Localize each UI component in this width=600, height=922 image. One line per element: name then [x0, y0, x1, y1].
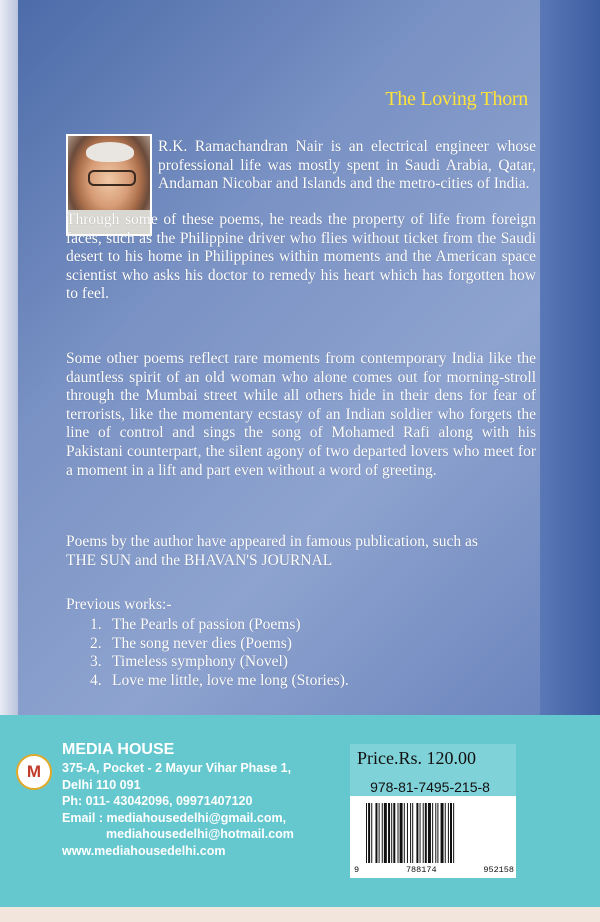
publication-note-line1: Poems by the author have appeared in famous publication, such as: [66, 533, 478, 550]
publisher-address-line2: Delhi 110 091: [62, 777, 141, 792]
work-title: Love me little, love me long (Stories).: [112, 671, 349, 689]
barcode-digit-group: 788174: [405, 865, 437, 875]
previous-works-list: [90, 616, 349, 690]
barcode-bar: [404, 803, 405, 863]
barcode-image: [366, 803, 498, 863]
cover-bottom-edge: [0, 907, 600, 922]
barcode-bar: [448, 803, 449, 863]
barcode-bar: [388, 803, 390, 863]
author-bio-rest: Through some of these poems, he reads the property of life from foreign faces, such as the Philippine driver who flies without ticket from the Saudi desert to his home in Philippines within moments and the American space scientist who asks his doctor to remedy his heart which has forgotten how to feel.: [66, 211, 536, 303]
publisher-website: www.mediahousedelhi.com: [62, 843, 226, 858]
barcode-bar: [407, 803, 408, 863]
barcode-bar: [432, 803, 433, 863]
previous-works-heading: Previous works:-: [66, 596, 172, 613]
barcode-bar: [445, 803, 446, 863]
barcode-bar: [379, 803, 380, 863]
barcode-bar: [371, 803, 372, 863]
barcode-bar: [428, 803, 431, 863]
list-item: 2. The song never dies (Poems): [90, 634, 292, 652]
barcode-bar: [368, 803, 370, 863]
work-title: The song never dies (Poems): [112, 634, 292, 652]
barcode-bar: [382, 803, 383, 863]
barcode-bar: [375, 803, 377, 863]
barcode-bar: [398, 803, 399, 863]
work-title: Timeless symphony (Novel): [112, 653, 288, 671]
barcode-digit-group: 9: [354, 865, 360, 875]
barcode-bar: [450, 803, 452, 863]
book-title: The Loving Thorn: [385, 88, 528, 110]
barcode-bar: [384, 803, 387, 863]
isbn-label: 978-81-7495-215-8: [370, 779, 490, 795]
publisher-email2: mediahousedelhi@hotmail.com: [106, 827, 294, 841]
barcode-bar: [366, 803, 367, 863]
barcode-bar: [410, 803, 411, 863]
publisher-email1: Email : mediahousedelhi@gmail.com,: [62, 810, 287, 825]
publisher-name: MEDIA HOUSE: [62, 741, 175, 758]
author-bio-lead: R.K. Ramachandran Nair is an electrical engineer whose professional life was mostly spent in Saudi Arabia, Qatar, Andaman Nicobar and Islands and the metro-cities of India.: [158, 138, 536, 193]
publisher-address-line1: 375-A, Pocket - 2 Mayur Vihar Phase 1,: [62, 761, 292, 775]
list-item: 1. The Pearls of passion (Poems): [90, 616, 301, 633]
author-glasses: [88, 170, 136, 186]
publication-note: [66, 533, 536, 570]
barcode-bar: [423, 803, 424, 863]
barcode-digit-group: 952158: [483, 865, 514, 875]
barcode-bar: [437, 803, 438, 863]
publisher-phone: Ph: 011- 43042096, 09971407120: [62, 794, 253, 808]
barcode-bar: [393, 803, 395, 863]
barcode-bar: [435, 803, 436, 863]
publication-note-line2: THE SUN and the BHAVAN'S JOURNAL: [66, 551, 333, 569]
barcode-bar: [412, 803, 413, 863]
publisher-logo-icon: M: [16, 754, 52, 790]
barcode-bar: [416, 803, 418, 863]
cover-right-edge: [540, 0, 600, 715]
publisher-info: [62, 740, 294, 859]
work-title: The Pearls of passion (Poems): [112, 616, 301, 633]
poems-description: Some other poems reflect rare moments from contemporary India like the dauntless spirit of an old woman who alone comes out for morning-stroll through the Mumbai street while all others hide in their dens for fear of terrorists, like the momentary ecstasy of an Indian soldier who forgets the line of control and sings the song of Mohamed Rafi along with his Pakistani counterpart, the silent agony of two departed lovers who meet for a moment in a lift and part even without a word of greeting.: [66, 350, 536, 479]
author-hair: [86, 142, 134, 162]
barcode-bar: [420, 803, 421, 863]
list-item: 3. Timeless symphony (Novel): [90, 653, 288, 671]
price-label: Price.Rs. 120.00: [357, 748, 476, 768]
barcode-digits: [354, 865, 514, 875]
barcode-bar: [425, 803, 427, 863]
barcode-bar: [441, 803, 444, 863]
barcode-bar: [453, 803, 454, 863]
barcode-bar: [400, 803, 403, 863]
list-item: 4. Love me little, love me long (Stories).: [90, 671, 349, 689]
barcode-bar: [391, 803, 392, 863]
